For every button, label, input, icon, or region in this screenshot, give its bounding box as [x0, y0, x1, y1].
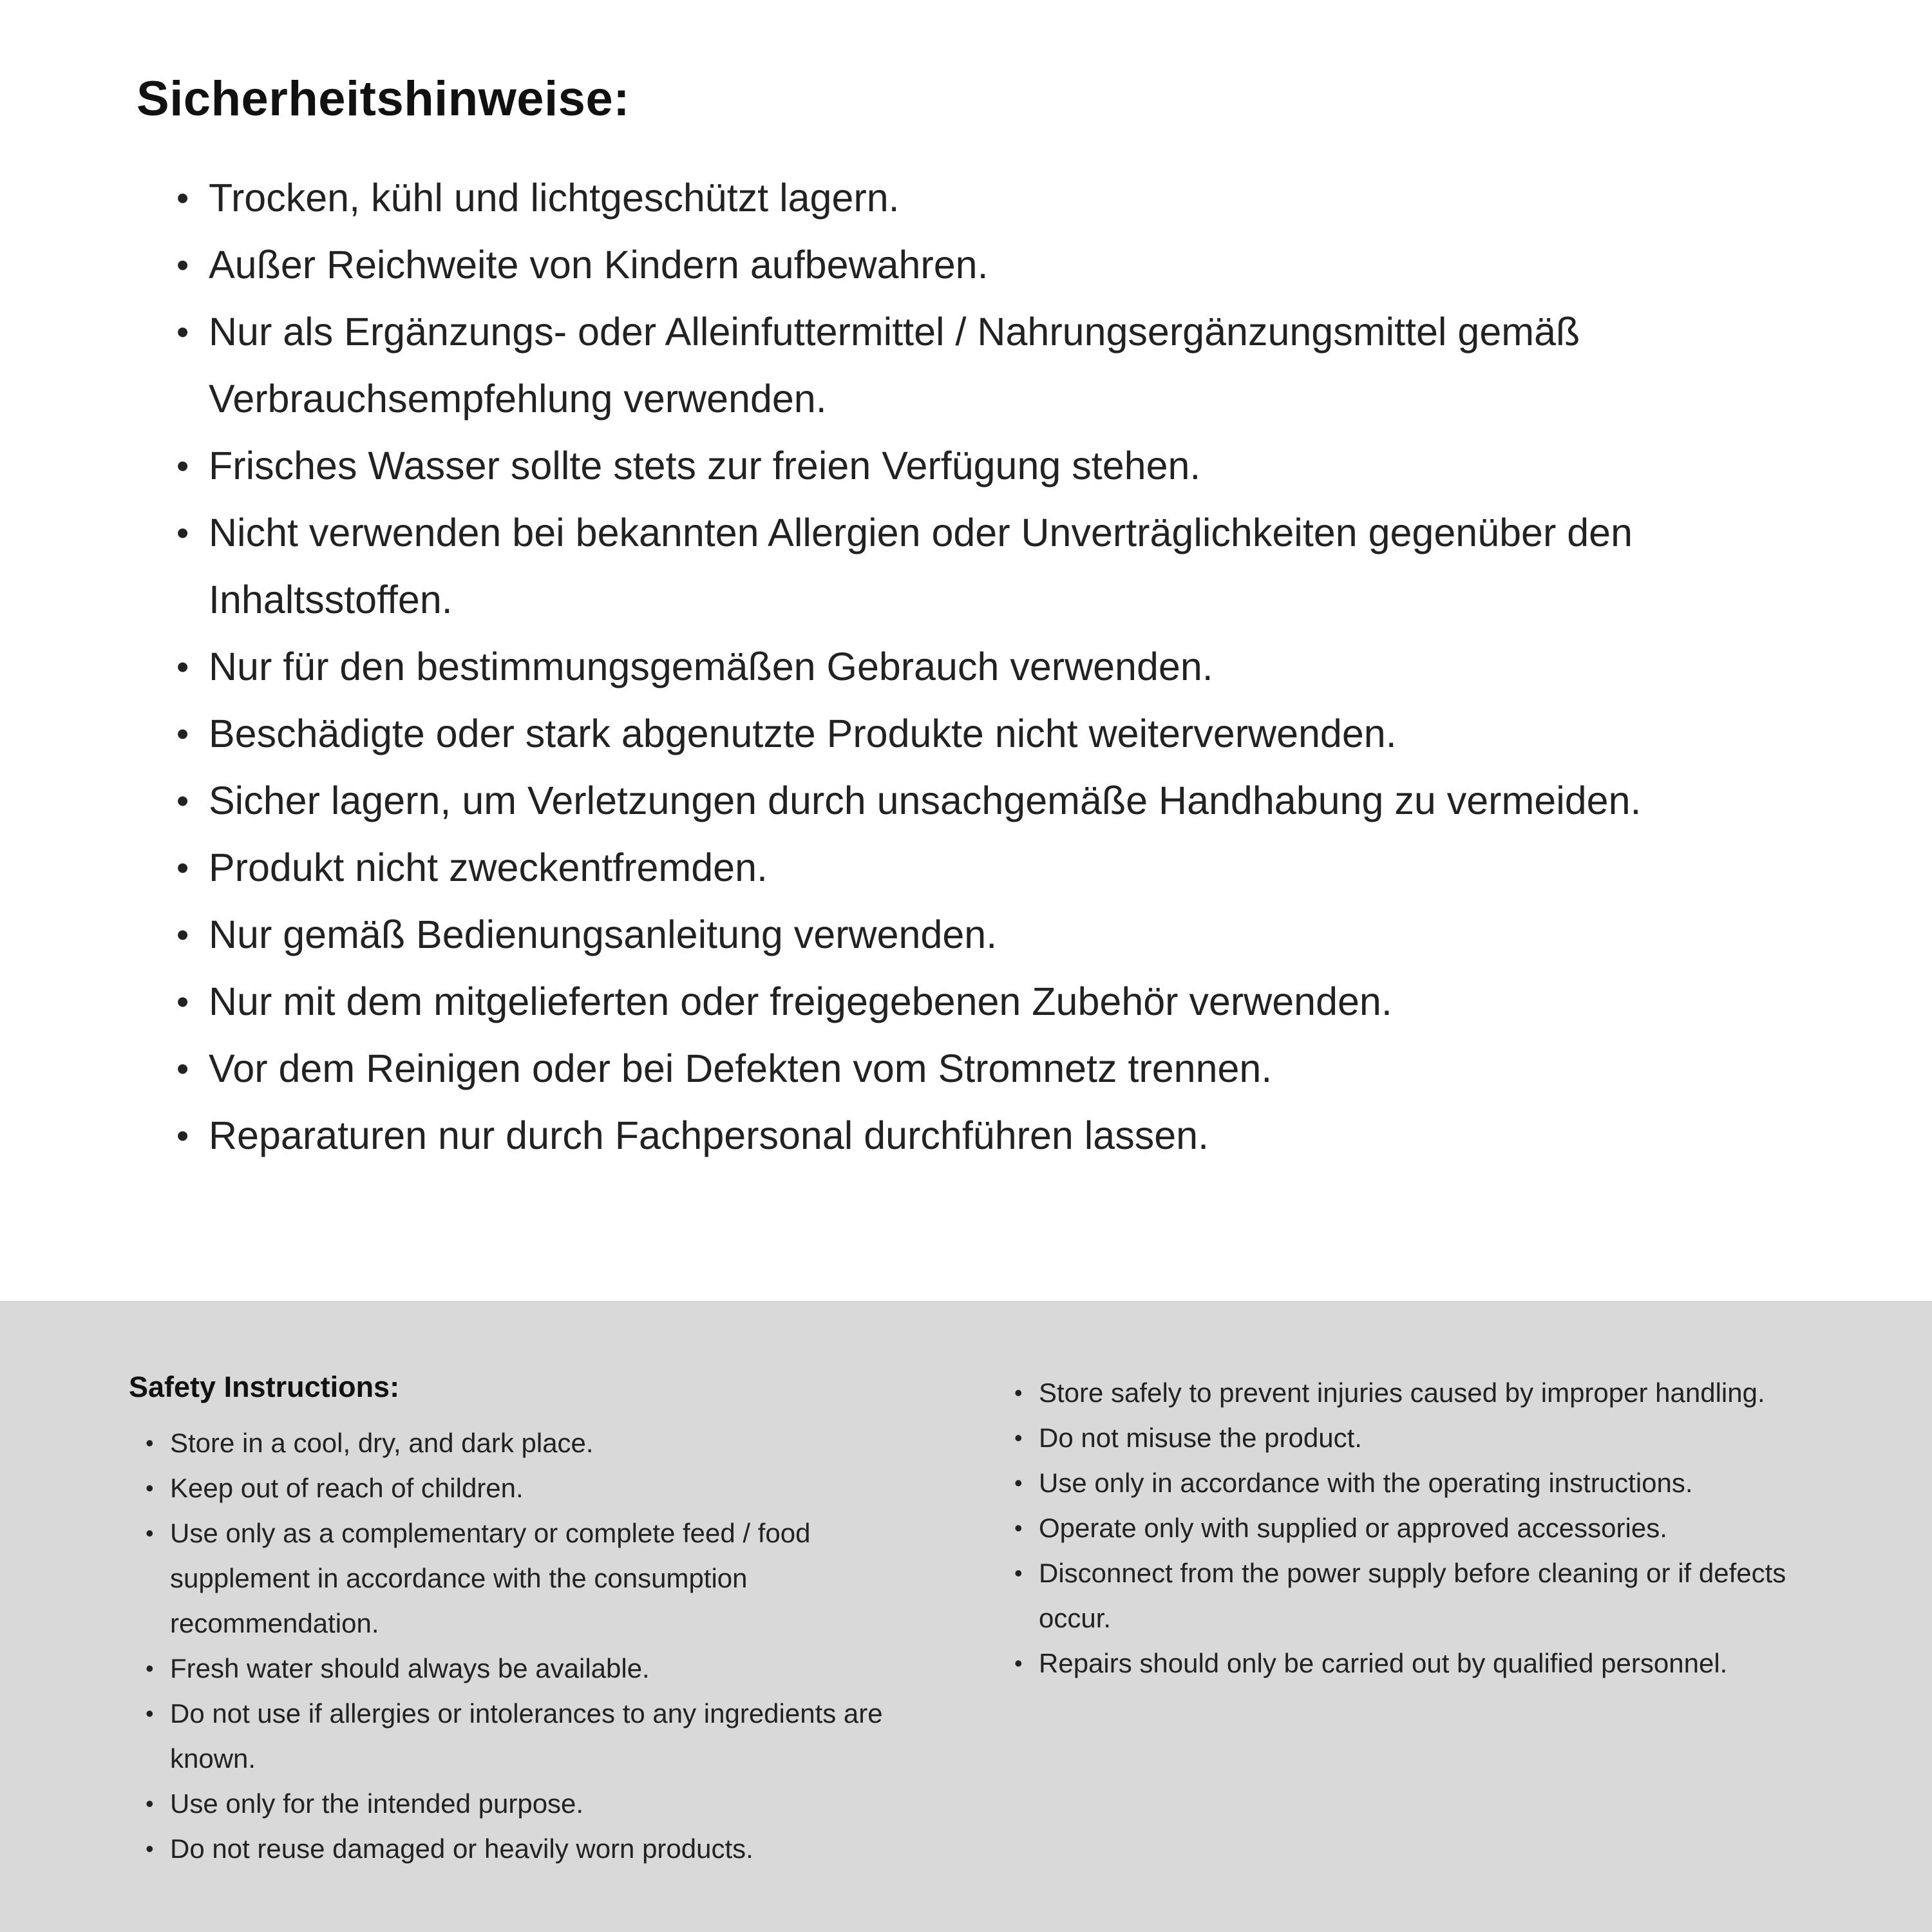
list-item: • Store in a cool, dry, and dark place.	[146, 1421, 950, 1466]
english-section-title: Safety Instructions:	[129, 1370, 400, 1403]
list-item: • Do not use if allergies or intolerances to any ingredients are known.	[146, 1691, 950, 1781]
list-item: • Repairs should only be carried out by qualified personnel.	[1014, 1641, 1835, 1686]
english-safety-list-left	[129, 1421, 950, 1871]
list-item: • Disconnect from the power supply before cleaning or if defects occur.	[1014, 1551, 1835, 1641]
english-right-column	[1014, 1370, 1835, 1932]
list-item: • Do not reuse damaged or heavily worn products.	[146, 1826, 950, 1871]
english-safety-list-right	[1014, 1370, 1835, 1686]
list-item: • Nur für den bestimmungsgemäßen Gebrauch verwenden.	[176, 633, 1790, 700]
list-item: • Do not misuse the product.	[1014, 1416, 1835, 1461]
list-item: • Frisches Wasser sollte stets zur freien Verfügung stehen.	[176, 432, 1790, 499]
list-item: • Nur als Ergänzungs- oder Alleinfuttermittel / Nahrungsergänzungsmittel gemäß Verbrauchsempfehlung verwenden.	[176, 298, 1790, 432]
list-item: • Fresh water should always be available.	[146, 1646, 950, 1691]
list-item: • Nur gemäß Bedienungsanleitung verwenden.	[176, 901, 1790, 968]
list-item: • Store safely to prevent injuries caused by improper handling.	[1014, 1370, 1835, 1416]
english-left-column	[129, 1370, 950, 1932]
list-item: • Use only for the intended purpose.	[146, 1781, 950, 1826]
german-section-title: Sicherheitshinweise:	[137, 71, 630, 126]
english-safety-section	[0, 1301, 1932, 1932]
list-item: • Use only as a complementary or complete feed / food supplement in accordance with the consumption recommendation.	[146, 1511, 950, 1646]
list-item: • Vor dem Reinigen oder bei Defekten vom Stromnetz trennen.	[176, 1035, 1790, 1102]
list-item: • Keep out of reach of children.	[146, 1466, 950, 1511]
german-safety-list	[137, 164, 1790, 1169]
list-item: • Operate only with supplied or approved accessories.	[1014, 1506, 1835, 1551]
list-item: • Beschädigte oder stark abgenutzte Produkte nicht weiterverwenden.	[176, 700, 1790, 767]
list-item: • Sicher lagern, um Verletzungen durch unsachgemäße Handhabung zu vermeiden.	[176, 767, 1790, 834]
list-item: • Use only in accordance with the operating instructions.	[1014, 1461, 1835, 1506]
list-item: • Nur mit dem mitgelieferten oder freigegebenen Zubehör verwenden.	[176, 968, 1790, 1035]
list-item: • Außer Reichweite von Kindern aufbewahren.	[176, 231, 1790, 298]
list-item: • Produkt nicht zweckentfremden.	[176, 834, 1790, 901]
list-item: • Reparaturen nur durch Fachpersonal durchführen lassen.	[176, 1102, 1790, 1169]
list-item: • Nicht verwenden bei bekannten Allergien oder Unverträglichkeiten gegenüber den Inhaltsstoffen.	[176, 499, 1790, 633]
list-item: • Trocken, kühl und lichtgeschützt lagern.	[176, 164, 1790, 231]
